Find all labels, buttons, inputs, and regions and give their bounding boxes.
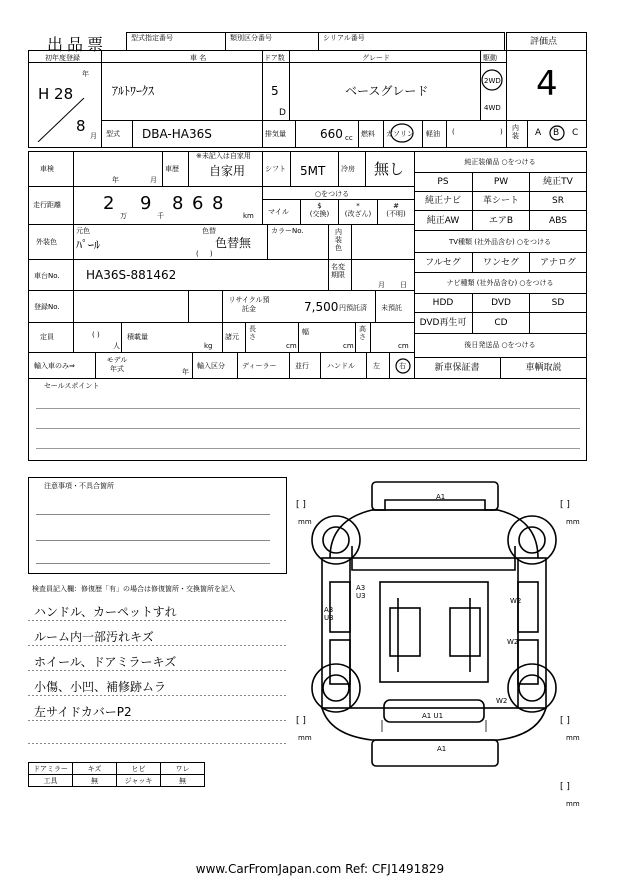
car-diagram bbox=[312, 482, 556, 766]
inspection-label: 車検 bbox=[40, 165, 54, 173]
later-title: 後日発送品 ○をつける bbox=[464, 341, 536, 349]
navi-dvd: DVD bbox=[491, 298, 511, 308]
legend-header: ワレ bbox=[175, 764, 190, 773]
light-oil-paren-open: ( bbox=[452, 128, 455, 136]
handle-right: 右 bbox=[399, 362, 406, 370]
equip-sr: SR bbox=[552, 196, 564, 206]
damage-mark: A3 U3 bbox=[356, 584, 366, 600]
tire-bracket: [ ] bbox=[560, 782, 570, 792]
navi-sd: SD bbox=[551, 298, 565, 308]
model-spec-label: 型式指定番号 bbox=[131, 34, 173, 42]
light-oil-paren-close: ) bbox=[500, 128, 503, 136]
note-line: 小傷、小凹、補修跡ムラ bbox=[34, 680, 167, 694]
length-cm: cm bbox=[286, 342, 297, 350]
handle-label: ハンドル bbox=[327, 362, 355, 370]
door-count: 5 bbox=[271, 84, 279, 98]
height-label: 高さ bbox=[359, 325, 366, 341]
damage-mark: W2 bbox=[510, 597, 522, 605]
interior-label: 内装 bbox=[512, 124, 519, 140]
car-name: ｱﾙﾄﾜｰｸｽ bbox=[112, 84, 155, 98]
load-label: 積載量 bbox=[127, 333, 148, 341]
handle-left: 左 bbox=[373, 362, 380, 370]
color-paren: ( ) bbox=[196, 250, 213, 258]
model-type: DBA-HA36S bbox=[142, 127, 212, 141]
caution-label: 注意事項・不具合箇所 bbox=[44, 482, 114, 490]
tire-bracket: [ ] bbox=[296, 500, 306, 510]
interior-c: C bbox=[572, 128, 579, 138]
damage-mark: A1 U1 bbox=[422, 712, 444, 720]
width-label: 幅 bbox=[302, 328, 309, 336]
later-manual: 車輌取説 bbox=[525, 363, 562, 373]
equip-pw: PW bbox=[493, 177, 509, 187]
tire-mm: mm bbox=[566, 734, 580, 742]
serial-label: シリアル番号 bbox=[323, 34, 365, 42]
reg-no-label: 登録No. bbox=[34, 303, 60, 311]
mileage-label: 走行距離 bbox=[33, 201, 61, 209]
displacement-unit: cc bbox=[345, 134, 353, 142]
fuel-value: ガソリン bbox=[386, 130, 414, 138]
recycle-value: 7,500 bbox=[304, 300, 339, 314]
width-cm: cm bbox=[343, 342, 354, 350]
name-change-day: 日 bbox=[400, 281, 407, 289]
equip-navi: 純正ナビ bbox=[424, 196, 461, 206]
mileage-digit: 2 bbox=[103, 193, 115, 214]
later-warranty: 新車保証書 bbox=[434, 363, 480, 373]
mile-label: マイル bbox=[268, 208, 289, 216]
light-oil-label: 軽油 bbox=[426, 130, 440, 138]
tire-bracket: [ ] bbox=[560, 716, 570, 726]
legend-value: ジャッキ bbox=[124, 776, 153, 785]
color-change: 色替無 bbox=[215, 236, 252, 250]
inspection-month: 月 bbox=[150, 176, 157, 184]
legend-value: 工具 bbox=[43, 776, 58, 785]
shift-value: 5MT bbox=[300, 164, 326, 178]
legend-header: ヒビ bbox=[131, 764, 146, 773]
drive-2wd: 2WD bbox=[484, 77, 501, 85]
check-label: ○をつける bbox=[315, 190, 350, 198]
orig-color-label: 元色 bbox=[76, 227, 90, 235]
navi-title: ナビ種類 (社外品含む) ○をつける bbox=[446, 279, 554, 287]
interior-a: A bbox=[535, 128, 542, 138]
tire-mm: mm bbox=[298, 518, 312, 526]
document-title: 出品票 bbox=[47, 35, 108, 54]
legend-header: ドアミラー bbox=[33, 764, 68, 773]
navi-hdd: HDD bbox=[432, 298, 454, 308]
footer-text: www.CarFromJapan.com Ref: CFJ1491829 bbox=[195, 862, 445, 876]
damage-mark: A3 U3 bbox=[324, 606, 334, 622]
displacement-label: 排気量 bbox=[265, 130, 286, 138]
dealer: ディーラー bbox=[242, 362, 277, 370]
door-label: ドア数 bbox=[264, 54, 285, 62]
equip-leather: 革シート bbox=[482, 196, 519, 206]
tire-mm: mm bbox=[566, 800, 580, 808]
drive-label: 駆動 bbox=[483, 54, 497, 62]
interior-color-label: 内装色 bbox=[335, 228, 342, 252]
first-reg-year: H 28 bbox=[38, 85, 74, 103]
first-reg-label: 初年度登録 bbox=[45, 54, 80, 62]
damage-mark: A1 bbox=[437, 745, 447, 753]
class-label: 類別区分番号 bbox=[230, 34, 272, 42]
grade-label: グレード bbox=[362, 54, 390, 62]
fuel-label: 燃料 bbox=[361, 130, 375, 138]
length-label: 長さ bbox=[249, 325, 256, 341]
genuine-title: 純正装備品 ○をつける bbox=[464, 158, 536, 166]
car-name-label: 車 名 bbox=[190, 54, 207, 62]
note-line: 左サイドカバーP2 bbox=[34, 705, 132, 719]
chassis-no: HA36S-881462 bbox=[86, 268, 177, 282]
note-line: ルーム内一部汚れキズ bbox=[34, 630, 154, 644]
month-unit: 月 bbox=[90, 132, 97, 140]
unit-sen: 千 bbox=[157, 212, 164, 220]
score-label: 評価点 bbox=[530, 37, 558, 47]
height-cm: cm bbox=[398, 342, 409, 350]
tv-analog: アナログ bbox=[539, 257, 576, 268]
damage-mark: W2 bbox=[507, 638, 519, 646]
drive-4wd: 4WD bbox=[484, 104, 501, 112]
damage-mark: W2 bbox=[496, 697, 508, 705]
fixed-unit: 人 bbox=[113, 342, 120, 350]
name-change-month: 月 bbox=[378, 281, 385, 289]
legend-value: 無 bbox=[179, 776, 186, 785]
model-year-label: モデル年式 bbox=[106, 356, 128, 373]
import-label: 輸入車のみ⇒ bbox=[34, 362, 75, 370]
equip-aw: 純正AW bbox=[426, 215, 460, 226]
year-unit: 年 bbox=[82, 70, 89, 78]
tire-bracket: [ ] bbox=[560, 500, 570, 510]
tv-title: TV種類 (社外品含む) ○をつける bbox=[448, 238, 552, 246]
import-class-label: 輸入区分 bbox=[197, 362, 225, 370]
legend-header: キズ bbox=[87, 764, 102, 773]
equip-abs: ABS bbox=[549, 215, 567, 226]
parallel: 並行 bbox=[295, 362, 309, 370]
recycle-unit: 円預託済 bbox=[339, 304, 367, 312]
name-change-label: 名変期限 bbox=[331, 263, 345, 279]
mileage-digit: 8 bbox=[172, 193, 184, 214]
tire-mm: mm bbox=[298, 734, 312, 742]
mile-unknown: # (不明) bbox=[386, 202, 406, 218]
history-label: 車歴 bbox=[165, 165, 179, 173]
navi-cd: CD bbox=[494, 318, 508, 328]
unit-man: 万 bbox=[120, 212, 127, 220]
history-note: ※未記入は自家用 bbox=[196, 152, 251, 160]
legend-value: 無 bbox=[91, 776, 98, 785]
chassis-label: 車台No. bbox=[34, 272, 60, 280]
mileage-digit: 9 bbox=[140, 193, 152, 214]
interior-b: B bbox=[553, 128, 560, 138]
mile-swap: $ (交換) bbox=[309, 202, 330, 218]
tire-bracket: [ ] bbox=[296, 716, 306, 726]
damage-mark: A1 bbox=[436, 493, 446, 501]
recycle-label: リサイクル預託金 bbox=[228, 296, 270, 313]
orig-color: ﾊﾟｰﾙ bbox=[76, 238, 101, 252]
equip-airbag: エアB bbox=[488, 215, 514, 226]
year-suffix: 年 bbox=[182, 368, 189, 376]
mile-tamper: * (改ざん) bbox=[344, 202, 372, 218]
fixed-label: 定員 bbox=[40, 333, 54, 341]
tv-oneseg: ワンセグ bbox=[482, 257, 519, 268]
navi-dvd-play: DVD再生可 bbox=[419, 318, 467, 328]
model-type-label: 型式 bbox=[106, 130, 120, 138]
tv-fullseg: フルセグ bbox=[425, 257, 461, 268]
equip-tv: 純正TV bbox=[543, 177, 573, 187]
dims-label: 諸元 bbox=[225, 333, 239, 341]
displacement-value: 660 bbox=[320, 127, 343, 141]
inspector-label: 検査員記入欄：修復歴「有」の場合は修復箇所・交換箇所を記入 bbox=[32, 585, 235, 593]
unit-km: km bbox=[243, 212, 254, 220]
score-value: 4 bbox=[536, 64, 558, 104]
mileage-digit: 6 bbox=[192, 193, 204, 214]
ac-label: 冷房 bbox=[341, 165, 355, 173]
shift-label: シフト bbox=[265, 165, 286, 173]
first-reg-month: 8 bbox=[76, 117, 86, 135]
grade-value: ベースグレード bbox=[345, 84, 429, 98]
sales-point-label: セールスポイント bbox=[44, 382, 100, 390]
color-code-label: 色替 bbox=[202, 227, 216, 235]
fixed-paren: ( ) bbox=[92, 331, 100, 339]
mileage-digit: 8 bbox=[212, 193, 224, 214]
inspection-year: 年 bbox=[112, 176, 119, 184]
note-line: ハンドル、カーペットすれ bbox=[34, 605, 177, 619]
equip-ps: PS bbox=[437, 177, 449, 187]
note-line: ホイール、ドアミラーキズ bbox=[34, 655, 177, 669]
color-no-label: カラーNo. bbox=[271, 227, 304, 235]
history-value: 自家用 bbox=[209, 164, 246, 178]
ac-value: 無し bbox=[374, 160, 405, 178]
tire-mm: mm bbox=[566, 518, 580, 526]
door-type: D bbox=[279, 108, 286, 118]
load-unit: kg bbox=[204, 342, 213, 350]
recycle-not: 未預託 bbox=[381, 304, 402, 312]
color-label: 外装色 bbox=[36, 238, 57, 246]
